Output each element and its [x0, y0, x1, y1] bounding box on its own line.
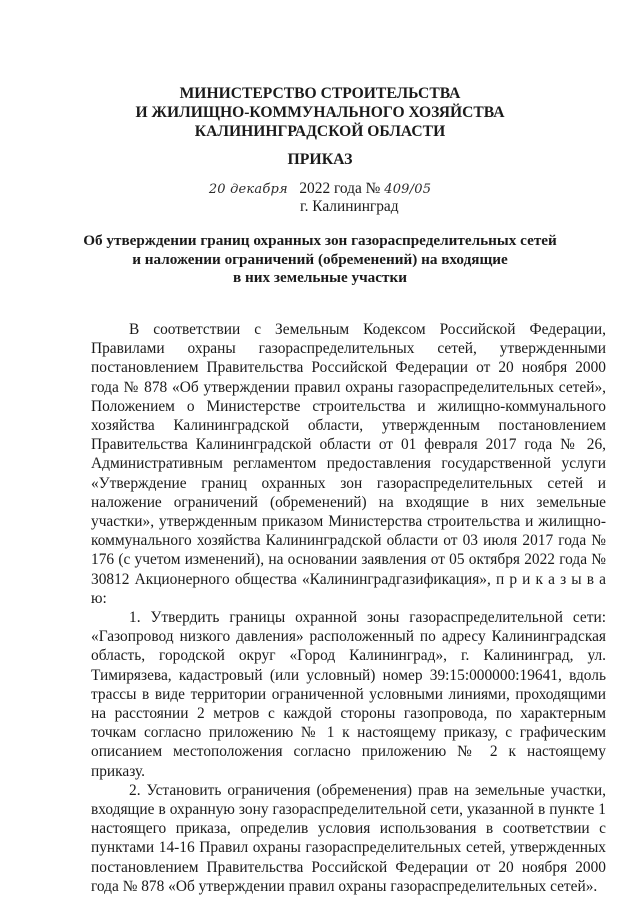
- document-title: [0, 232, 640, 288]
- title-line-1: Об утверждении границ охранных зон газораспределительных сетей: [83, 232, 557, 249]
- document-body: [91, 320, 606, 896]
- year-text: 2022 года №: [299, 180, 381, 197]
- ministry-line-2: И ЖИЛИЩНО-КОММУНАЛЬНОГО ХОЗЯЙСТВА: [135, 104, 505, 121]
- order-item-2: 2. Установить ограничения (обременения) прав на земельные участки, входящие в охранную зону газораспределительной сети, указанной в пункте 1 настоящего приказа, определив условия использования в соответствии с пунктами 14-16 Правил охраны газораспределительных сетей, утвержденных постановлением Правительства Российской Федерации от 20 ноября 2000 года № 878 «Об утверждении правил охраны газораспределительных сетей».: [91, 781, 606, 895]
- ministry-line-3: КАЛИНИНГРАДСКОЙ ОБЛАСТИ: [194, 123, 446, 140]
- title-line-2: и наложении ограничений (обременений) на входящие: [132, 250, 508, 268]
- ministry-name: [0, 84, 640, 141]
- document-type: ПРИКАЗ: [287, 151, 353, 168]
- ministry-line-1: МИНИСТЕРСТВО СТРОИТЕЛЬСТВА: [179, 85, 461, 102]
- handwritten-number: 409/05: [384, 182, 432, 197]
- order-item-1: 1. Утвердить границы охранной зоны газораспределительной сети: «Газопровод низкого давления» расположенный по адресу Калининградская область, городской округ «Город Калининград», г. Калининград, ул. Тимирязева, кадастровый (или условный) номер 39:15:000000:19641, вдоль трассы в виде территории ограниченной условными линиями, проходящими на расстоянии 2 метров с каждой стороны газопровода, по характерным точкам согласно приложению № 1 к настоящему приказу, с графическим описанием местоположения согласно приложению № 2 к настоящему приказу.: [91, 609, 606, 780]
- title-line-3: в них земельные участки: [233, 269, 407, 286]
- date-number-line: [0, 180, 640, 199]
- handwritten-date: 20 декабря: [208, 182, 288, 197]
- city-line: г. Калининград: [300, 198, 399, 215]
- preamble-paragraph: В соответствии с Земельным Кодексом Российской Федерации, Правилами охраны газораспределительных сетей, утвержденными постановлением Правительства Российской Федерации от 20 ноября 2000 года № 878 «Об утверждении правил охраны газораспределительных сетей», Положением о Министерстве строительства и жилищно-коммунального хозяйства Калининградской области, утвержденным постановлением Правительства Калининградской области от 01 февраля 2017 года № 26, Административным регламентом предоставления государственной услуги «Утверждение границ охранных зон газораспределительных сетей и наложение ограничений (обременений) на входящие в них земельные участки», утвержденным приказом Министерства строительства и жилищно-коммунального хозяйства Калининградской области от 03 июля 2017 года № 176 (с учетом изменений), на основании заявления от 05 октября 2022 года № 30812 Акционерного общества «Калининградгазификация», п р и к а з ы в а ю:: [91, 321, 606, 607]
